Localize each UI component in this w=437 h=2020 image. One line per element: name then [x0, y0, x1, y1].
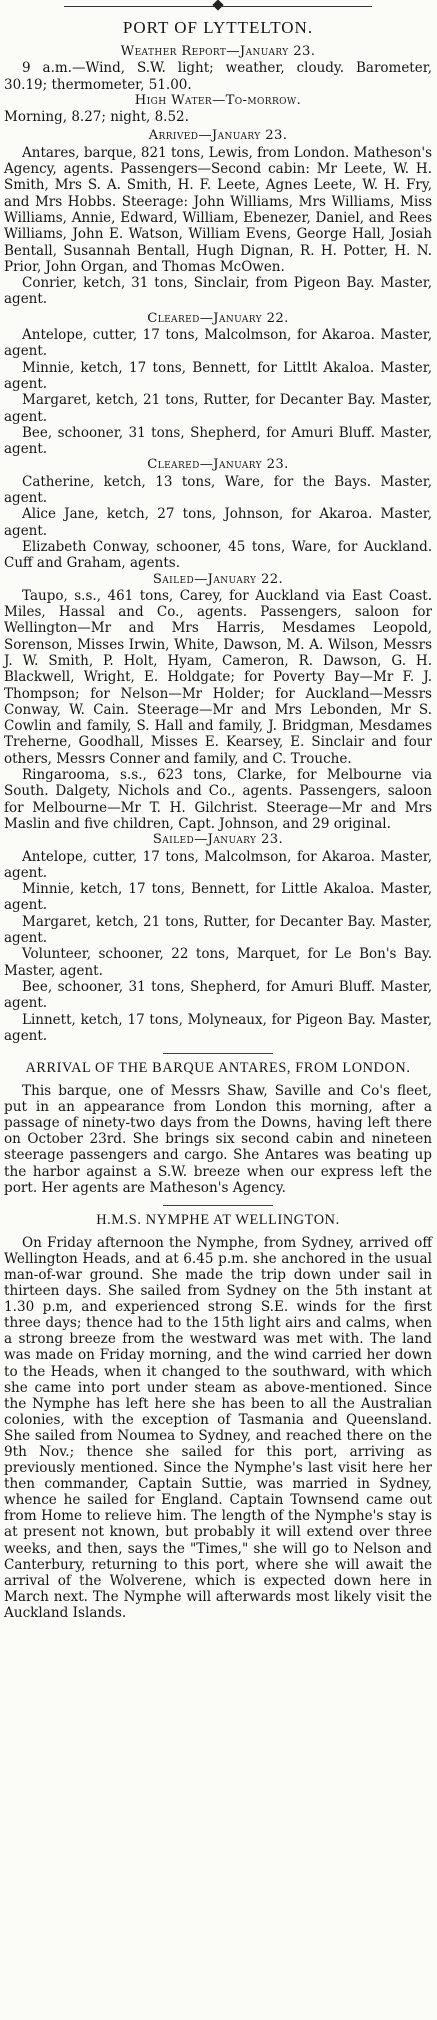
section-divider: [163, 1205, 273, 1206]
high-water-line: Morning, 8.27; night, 8.52.: [4, 109, 189, 126]
sailed-23-entry: Minnie, ketch, 17 tons, Bennett, for Little Akaloa. Master, agent.: [4, 881, 432, 914]
section-divider: [163, 1053, 273, 1054]
cleared-23-heading: Cleared—January 23.: [147, 457, 289, 473]
arrived-entry: Conrier, ketch, 31 tons, Sinclair, from Pigeon Bay. Master, agent.: [4, 275, 432, 308]
ornament-rule-right: [222, 6, 372, 7]
sailed-23-entry: Antelope, cutter, 17 tons, Malcolmson, for Akaroa. Master, agent.: [4, 848, 432, 881]
arrived-heading: Arrived—January 23.: [148, 128, 288, 144]
weather-heading: Weather Report—January 23.: [120, 44, 316, 59]
sailed-23-entry: Bee, schooner, 31 tons, Shepherd, for Amuri Bluff. Master, agent.: [4, 978, 432, 1012]
antares-article-body: This barque, one of Messrs Shaw, Saville and Co's fleet, put in an appearance from London this morning, after a passage of ninety-two days from the Downs, having left there on October 23rd. She brings six second cabin and nineteen steerage passengers and cargo. She Antares was beating up the harbor against a S.W. breeze when our express left the port. Her agents are Matheson's Agency.: [4, 1083, 432, 1196]
sailed-22-entry: Taupo, s.s., 461 tons, Carey, for Auckland via East Coast. Miles, Hassal and Co., agents. Passengers, saloon for Wellington—Mr and Mrs Harris, Mesdames Leopold, Sorenson, Misses Irwin, White, Dawson, M. A. Wilson, Messrs J. W. Smith, P. Holt, Hyam, Cameron, R. Dawson, G. H. Blackwell, Wright, E. Holdgate; for Poverty Bay—Mr F. J. Thompson; for Nelson—Mr Holder; for Auckland—Messrs Conway, W. Cain. Steerage—Mr and Mrs Lebonden, Mr S. Cowlin and family, S. Hall and family, J. Bridgman, Mesdames Treherne, Goodhall, Misses E. Kearsey, E. Sinclair and four others, Messrs Conner and family, and C. Trouche.: [4, 587, 432, 767]
antares-article-title: ARRIVAL OF THE BARQUE ANTARES, FROM LONDON.: [25, 1060, 411, 1077]
high-water-heading: High Water—To-morrow.: [134, 92, 302, 108]
cleared-23-entry: Alice Jane, ketch, 27 tons, Johnson, for Akaroa. Master, agent.: [4, 506, 432, 539]
cleared-23-entry: Catherine, ketch, 13 tons, Ware, for the Bays. Master, agent.: [4, 473, 432, 507]
weather-line: 9 a.m.—Wind, S.W. light; weather, cloudy. Barometer, 30.19; thermometer, 51.00.: [4, 60, 432, 93]
ornament-rule-left: [64, 6, 214, 7]
cleared-22-heading: Cleared—January 22.: [147, 310, 289, 326]
cleared-22-entry: Minnie, ketch, 17 tons, Bennett, for Littlt Akaloa. Master, agent.: [4, 359, 432, 392]
sailed-23-entry: Volunteer, schooner, 22 tons, Marquet, for Le Bon's Bay. Master, agent.: [4, 946, 432, 979]
cleared-22-entry: Bee, schooner, 31 tons, Shepherd, for Amuri Bluff. Master, agent.: [4, 424, 432, 458]
main-heading: PORT OF LYTTELTON.: [122, 18, 314, 37]
cleared-22-entry: Margaret, ketch, 21 tons, Rutter, for Decanter Bay. Master, agent.: [4, 392, 432, 425]
antares-article: [4, 1083, 432, 1196]
cleared-22-entry: Antelope, cutter, 17 tons, Malcolmson, for Akaroa. Master, agent.: [4, 327, 432, 360]
sailed-22-heading: Sailed—January 22.: [152, 571, 284, 587]
sailed-23-entry: Margaret, ketch, 21 tons, Rutter, for Decanter Bay. Master, agent.: [4, 913, 432, 947]
sailed-23-heading: Sailed—January 23.: [152, 832, 284, 848]
nymphe-article-title: H.M.S. NYMPHE AT WELLINGTON.: [96, 1211, 340, 1228]
arrived-entry: Antares, barque, 821 tons, Lewis, from London. Matheson's Agency, agents. Passengers—Second cabin: Mr Leete, W. H. Smith, Mrs S. A. Smith, H. F. Leete, Agnes Leete, W. H. Fry, and Mrs Hobbs. Steerage: John Williams, Mrs Williams, Miss Williams, Annie, Edward, William, Ebenezer, Daniel, and Rees Williams, John E. Watson, William Evens, George Hall, Josiah Bentall, Susannah Bentall, Hugh Dignan, R. H. Potter, H. N. Prior, John Organ, and Thomas McOwen.: [4, 144, 432, 275]
nymphe-article-body: On Friday afternoon the Nymphe, from Sydney, arrived off Wellington Heads, and at 6.45 p.m. she anchored in the usual man-of-war ground. She made the trip down under sail in thirteen days. She sailed from Sydney on the 5th instant at 1.30 p.m, and experienced strong S.E. winds for the first three days; thence had to the 15th light airs and calms, when a strong breeze from the westward was met with. The land was made on Friday morning, and the wind carried her down to the Heads, when it changed to the southward, with which she came into port under steam as above-mentioned. Since the Nymphe has left here she has been to all the Australian colonies, with the exception of Tasmania and Queensland. She sailed from Noumea to Sydney, and reached there on the 9th Nov.; thence she sailed for this port, arriving as previously mentioned. Since the Nymphe's last visit here her then commander, Captain Suttie, was married in Sydney, whence he sailed for England. Captain Townsend came out from Home to relieve him. The length of the Nymphe's stay is at present not known, but probably it will extend over three weeks, and then, says the "Times," she will go to Nelson and Canterbury, returning to this port, where she will await the arrival of the Wolverene, which is expected down here in March next. The Nymphe will afterwards most likely visit the Auckland Islands.: [4, 1234, 432, 1621]
nymphe-article: [4, 1235, 432, 1621]
sailed-23-entry: Linnett, ketch, 17 tons, Molyneaux, for Pigeon Bay. Master, agent.: [4, 1011, 432, 1044]
top-ornament: [4, 0, 432, 12]
sailed-22-entry: Ringarooma, s.s., 623 tons, Clarke, for Melbourne via South. Dalgety, Nichols and Co., agents. Passengers, saloon for Melbourne—Mr T. H. Gilchrist. Steerage—Mr and Mrs Maslin and five children, Capt. Johnson, and 29 original.: [4, 767, 432, 832]
cleared-23-entry: Elizabeth Conway, schooner, 45 tons, Ware, for Auckland. Cuff and Graham, agents.: [4, 538, 432, 572]
